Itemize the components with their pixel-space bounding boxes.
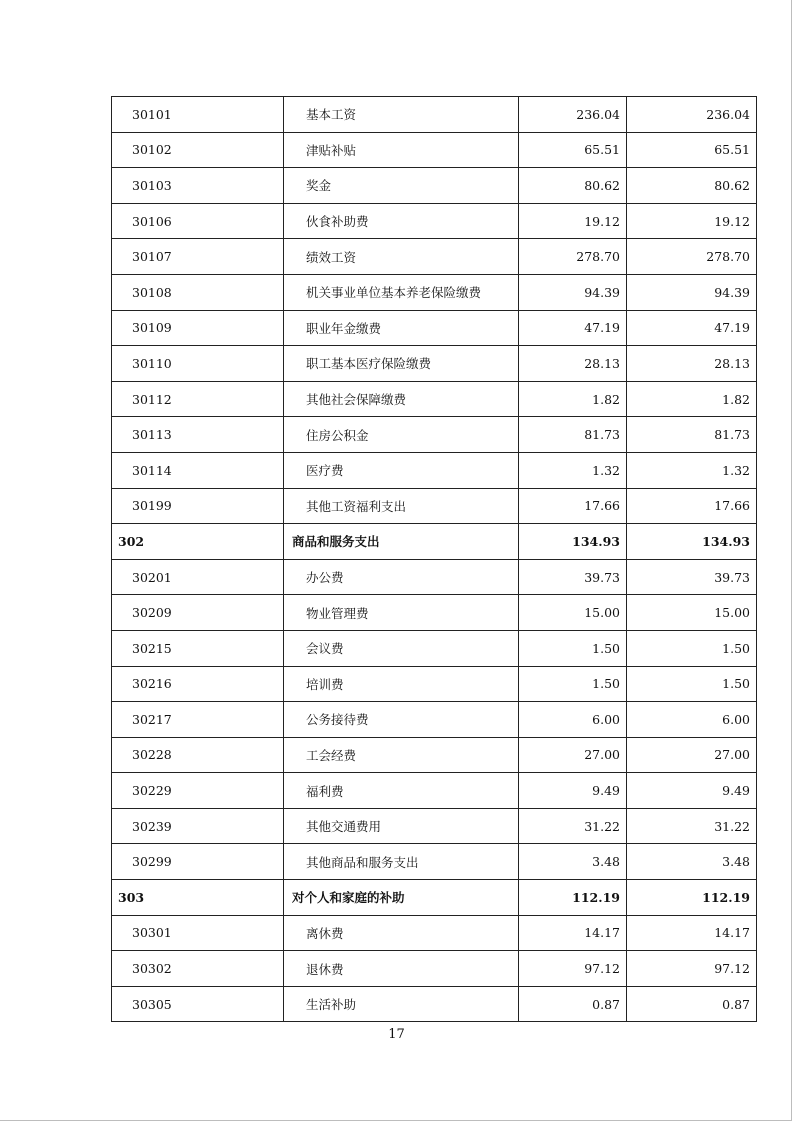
amount-basic-cell: 81.73: [627, 417, 757, 453]
table-body: [112, 97, 757, 1022]
subject-code-cell: 30302: [112, 951, 284, 987]
table-row: [112, 417, 757, 453]
subject-name-cell: 对个人和家庭的补助: [284, 880, 519, 916]
amount-basic-cell: 80.62: [627, 168, 757, 204]
amount-basic-cell: 97.12: [627, 951, 757, 987]
subject-code-cell: 30108: [112, 274, 284, 310]
subject-code-cell: 30209: [112, 595, 284, 631]
amount-total-cell: 1.50: [519, 630, 627, 666]
subject-name-cell: 医疗费: [284, 452, 519, 488]
subject-code-cell: 30112: [112, 381, 284, 417]
subject-name-cell: 会议费: [284, 630, 519, 666]
amount-total-cell: 3.48: [519, 844, 627, 880]
table-row: [112, 986, 757, 1022]
amount-basic-cell: 17.66: [627, 488, 757, 524]
budget-expenditure-table: [111, 96, 757, 1022]
subject-code-cell: 30110: [112, 346, 284, 382]
amount-basic-cell: 6.00: [627, 702, 757, 738]
amount-basic-cell: 236.04: [627, 97, 757, 133]
amount-basic-cell: 278.70: [627, 239, 757, 275]
amount-basic-cell: 94.39: [627, 274, 757, 310]
subject-name-cell: 伙食补助费: [284, 203, 519, 239]
table-row: [112, 737, 757, 773]
subject-code-cell: 30228: [112, 737, 284, 773]
subject-name-cell: 职工基本医疗保险缴费: [284, 346, 519, 382]
subject-code-cell: 30217: [112, 702, 284, 738]
amount-total-cell: 1.32: [519, 452, 627, 488]
amount-total-cell: 278.70: [519, 239, 627, 275]
subject-name-cell: 其他社会保障缴费: [284, 381, 519, 417]
table-row: [112, 630, 757, 666]
subject-code-cell: 30114: [112, 452, 284, 488]
subject-code-cell: 30201: [112, 559, 284, 595]
subject-code-cell: 30103: [112, 168, 284, 204]
subject-code-cell: 30106: [112, 203, 284, 239]
amount-basic-cell: 19.12: [627, 203, 757, 239]
amount-basic-cell: 27.00: [627, 737, 757, 773]
subject-code-cell: 30107: [112, 239, 284, 275]
table-row: [112, 381, 757, 417]
subject-code-cell: 30199: [112, 488, 284, 524]
table-row: [112, 132, 757, 168]
amount-basic-cell: 14.17: [627, 915, 757, 951]
amount-total-cell: 28.13: [519, 346, 627, 382]
subject-code-cell: 30229: [112, 773, 284, 809]
page-number: 17: [388, 1027, 405, 1042]
table-row: [112, 702, 757, 738]
amount-total-cell: 47.19: [519, 310, 627, 346]
table-row: [112, 951, 757, 987]
table-category-row: [112, 880, 757, 916]
table-row: [112, 239, 757, 275]
subject-name-cell: 工会经费: [284, 737, 519, 773]
table-row: [112, 488, 757, 524]
amount-total-cell: 14.17: [519, 915, 627, 951]
amount-total-cell: 15.00: [519, 595, 627, 631]
subject-code-cell: 30305: [112, 986, 284, 1022]
table-row: [112, 452, 757, 488]
amount-total-cell: 9.49: [519, 773, 627, 809]
amount-basic-cell: 31.22: [627, 808, 757, 844]
amount-basic-cell: 112.19: [627, 880, 757, 916]
table-row: [112, 808, 757, 844]
amount-total-cell: 19.12: [519, 203, 627, 239]
subject-code-cell: 30101: [112, 97, 284, 133]
table-row: [112, 773, 757, 809]
amount-basic-cell: 28.13: [627, 346, 757, 382]
amount-total-cell: 6.00: [519, 702, 627, 738]
amount-basic-cell: 1.50: [627, 630, 757, 666]
amount-basic-cell: 1.82: [627, 381, 757, 417]
amount-total-cell: 236.04: [519, 97, 627, 133]
subject-name-cell: 住房公积金: [284, 417, 519, 453]
subject-name-cell: 职业年金缴费: [284, 310, 519, 346]
amount-total-cell: 81.73: [519, 417, 627, 453]
subject-code-cell: 303: [112, 880, 284, 916]
subject-code-cell: 30299: [112, 844, 284, 880]
table-category-row: [112, 524, 757, 560]
subject-name-cell: 办公费: [284, 559, 519, 595]
table-row: [112, 97, 757, 133]
subject-code-cell: 30215: [112, 630, 284, 666]
subject-name-cell: 培训费: [284, 666, 519, 702]
amount-total-cell: 31.22: [519, 808, 627, 844]
table-row: [112, 915, 757, 951]
table-row: [112, 274, 757, 310]
table-row: [112, 666, 757, 702]
table-row: [112, 559, 757, 595]
subject-code-cell: 302: [112, 524, 284, 560]
amount-basic-cell: 47.19: [627, 310, 757, 346]
subject-name-cell: 其他工资福利支出: [284, 488, 519, 524]
amount-basic-cell: 0.87: [627, 986, 757, 1022]
table-row: [112, 310, 757, 346]
subject-name-cell: 其他商品和服务支出: [284, 844, 519, 880]
amount-basic-cell: 3.48: [627, 844, 757, 880]
amount-basic-cell: 1.50: [627, 666, 757, 702]
amount-total-cell: 80.62: [519, 168, 627, 204]
subject-name-cell: 奖金: [284, 168, 519, 204]
amount-total-cell: 134.93: [519, 524, 627, 560]
subject-name-cell: 公务接待费: [284, 702, 519, 738]
subject-name-cell: 退休费: [284, 951, 519, 987]
amount-total-cell: 27.00: [519, 737, 627, 773]
amount-basic-cell: 134.93: [627, 524, 757, 560]
table-row: [112, 346, 757, 382]
subject-name-cell: 其他交通费用: [284, 808, 519, 844]
table-row: [112, 168, 757, 204]
subject-name-cell: 福利费: [284, 773, 519, 809]
amount-basic-cell: 1.32: [627, 452, 757, 488]
amount-total-cell: 1.82: [519, 381, 627, 417]
amount-total-cell: 0.87: [519, 986, 627, 1022]
subject-code-cell: 30113: [112, 417, 284, 453]
amount-basic-cell: 65.51: [627, 132, 757, 168]
table-row: [112, 203, 757, 239]
amount-total-cell: 17.66: [519, 488, 627, 524]
table-row: [112, 844, 757, 880]
subject-name-cell: 津贴补贴: [284, 132, 519, 168]
subject-name-cell: 商品和服务支出: [284, 524, 519, 560]
subject-name-cell: 绩效工资: [284, 239, 519, 275]
amount-basic-cell: 15.00: [627, 595, 757, 631]
subject-name-cell: 基本工资: [284, 97, 519, 133]
subject-name-cell: 生活补助: [284, 986, 519, 1022]
amount-basic-cell: 39.73: [627, 559, 757, 595]
subject-name-cell: 离休费: [284, 915, 519, 951]
subject-name-cell: 机关事业单位基本养老保险缴费: [284, 274, 519, 310]
amount-total-cell: 94.39: [519, 274, 627, 310]
table-row: [112, 595, 757, 631]
amount-total-cell: 65.51: [519, 132, 627, 168]
amount-basic-cell: 9.49: [627, 773, 757, 809]
amount-total-cell: 97.12: [519, 951, 627, 987]
subject-name-cell: 物业管理费: [284, 595, 519, 631]
subject-code-cell: 30109: [112, 310, 284, 346]
amount-total-cell: 112.19: [519, 880, 627, 916]
subject-code-cell: 30301: [112, 915, 284, 951]
amount-total-cell: 1.50: [519, 666, 627, 702]
subject-code-cell: 30216: [112, 666, 284, 702]
subject-code-cell: 30102: [112, 132, 284, 168]
subject-code-cell: 30239: [112, 808, 284, 844]
amount-total-cell: 39.73: [519, 559, 627, 595]
